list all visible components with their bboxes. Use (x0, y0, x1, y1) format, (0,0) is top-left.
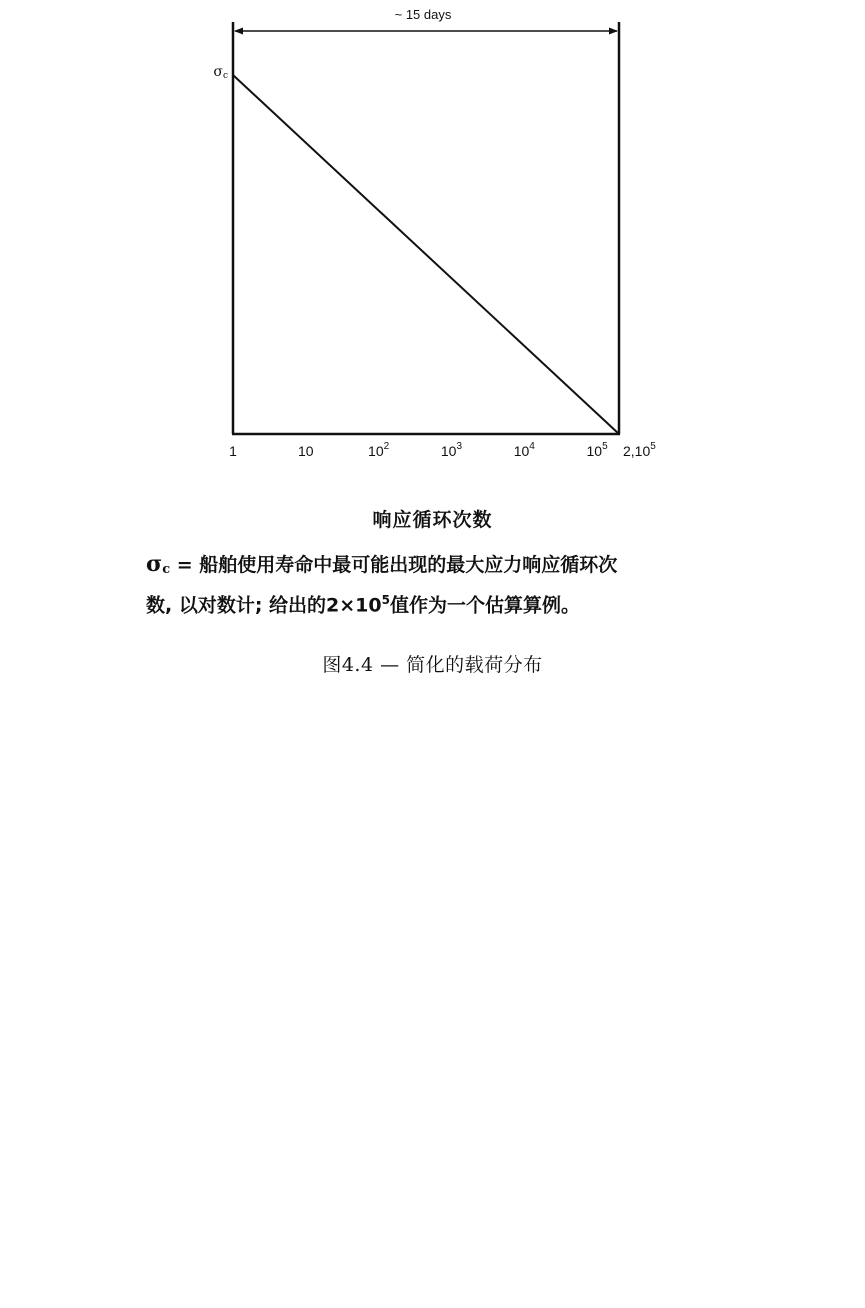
sigma-c-symbol (146, 551, 170, 577)
chart (0, 0, 865, 500)
x-tick-label: $10^3$ (440, 441, 463, 459)
x-tick-label: 2,10$^5$ (623, 441, 656, 459)
note-line-2 (146, 584, 746, 621)
note-line-2-sup: 5 (381, 593, 390, 607)
x-axis-ticks (229, 441, 656, 459)
figure-caption: 图4.4 — 简化的载荷分布 (322, 654, 543, 676)
y-axis-labels (213, 64, 228, 81)
duration-annotation (234, 7, 618, 35)
note-symbol: σ (146, 551, 163, 577)
series-group (233, 75, 619, 434)
x-tick-label: 1 (229, 443, 237, 459)
note-line-1 (146, 548, 746, 584)
annotation-arrow-left (234, 28, 243, 35)
chart-frame (232, 22, 620, 434)
annotation-arrow-right (609, 28, 618, 35)
x-axis-label: 响应循环次数 (372, 509, 493, 531)
x-tick-label: $10^4$ (513, 441, 535, 459)
annotation-text: ~ 15 days (394, 7, 452, 22)
x-tick-label: 10 (298, 443, 314, 459)
note-line-2-pre: 数, 以对数计; 给出的2×10 (146, 594, 382, 617)
note-line-1-text: = 船舶使用寿命中最可能出现的最大应力响应循环次 (170, 554, 618, 576)
note-line-2-post: 值作为一个估算算例。 (390, 594, 581, 617)
note-text (146, 548, 746, 621)
note-subscript: c (162, 562, 171, 577)
x-tick-label: $10^2$ (368, 441, 390, 459)
x-tick-label: $10^5$ (586, 441, 608, 459)
series-line (233, 75, 619, 434)
y-label-sigma-c: σc (213, 64, 228, 81)
